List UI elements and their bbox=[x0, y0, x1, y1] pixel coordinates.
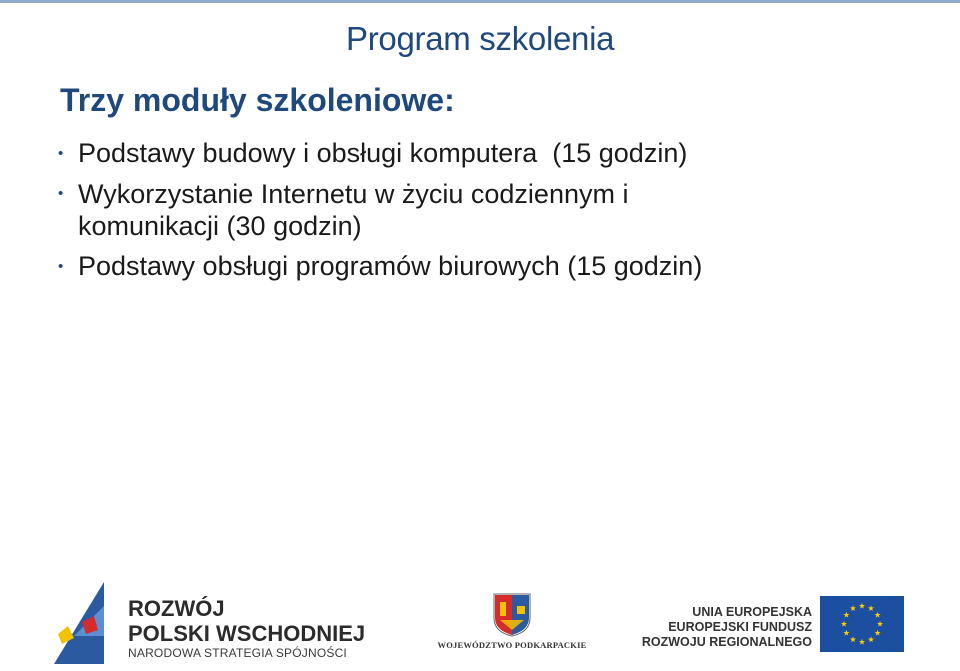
bullet-icon: • bbox=[58, 145, 64, 162]
ue-line2: EUROPEJSKI FUNDUSZ bbox=[668, 620, 812, 634]
logo-rozwoj-polski-wschodniej bbox=[52, 576, 366, 666]
list-item bbox=[58, 178, 938, 242]
coat-of-arms-icon bbox=[492, 592, 532, 638]
eu-flag-icon bbox=[820, 596, 904, 652]
ue-line3: ROZWOJU REGIONALNEGO bbox=[641, 635, 812, 649]
rpw-line3: NARODOWA STRATEGIA SPÓJNOŚCI bbox=[128, 646, 347, 660]
list-item bbox=[58, 133, 938, 174]
slide-subtitle: Trzy moduły szkoleniowe: bbox=[60, 82, 455, 118]
bullet-text: Wykorzystanie Internetu w życiu codziennym i komunikacji (30 godzin) bbox=[78, 179, 629, 241]
bullet-text: Podstawy budowy i obsługi komputera (15 godzin) bbox=[78, 138, 688, 168]
bullet-icon: • bbox=[58, 185, 64, 202]
bullet-list bbox=[58, 133, 938, 287]
slide-title: Program szkolenia bbox=[346, 20, 615, 57]
rpw-line2: POLSKI WSCHODNIEJ bbox=[128, 621, 366, 646]
ue-line1: UNIA EUROPEJSKA bbox=[692, 605, 812, 619]
logo-wojewodztwo bbox=[432, 590, 592, 660]
bullet-icon: • bbox=[58, 258, 64, 275]
list-item bbox=[58, 246, 938, 287]
rpw-line1: ROZWÓJ bbox=[128, 596, 225, 621]
top-divider bbox=[0, 0, 960, 3]
wojewodztwo-label: WOJEWÓDZTWO PODKARPACKIE bbox=[437, 640, 587, 650]
logo-unia-europejska bbox=[641, 596, 908, 656]
bullet-text: Podstawy obsługi programów biurowych (15 godzin) bbox=[78, 251, 703, 281]
rpw-emblem-icon bbox=[52, 576, 112, 666]
